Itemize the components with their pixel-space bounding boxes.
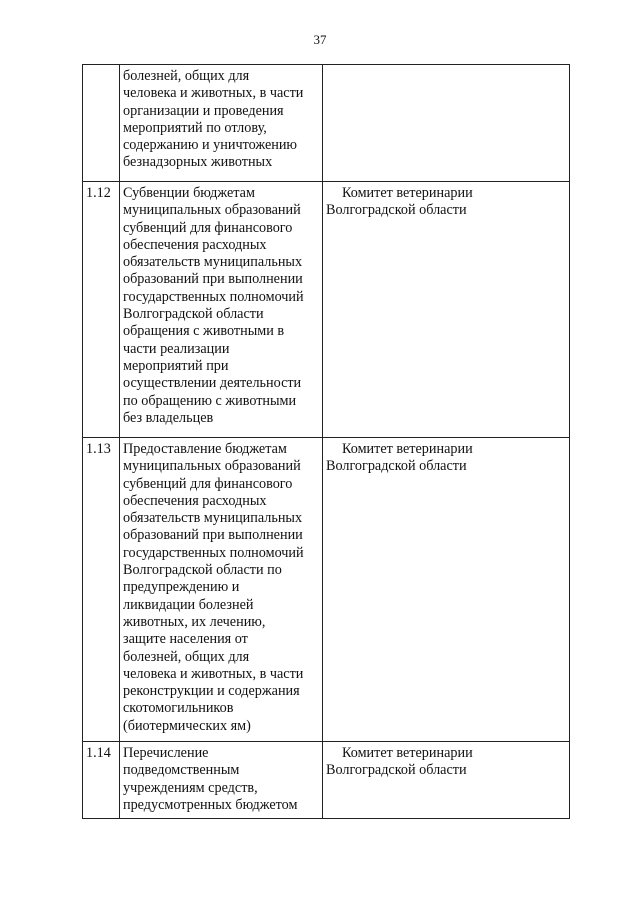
description-line: животных, их лечению,: [123, 613, 266, 630]
page-number: 37: [313, 32, 327, 47]
description-line: обеспечения расходных: [123, 236, 267, 253]
row-number: [83, 65, 120, 182]
description-line: субвенций для финансового: [123, 219, 293, 236]
description-line: реконструкции и содержания: [123, 683, 300, 700]
responsible-line: Комитет ветеринарии: [342, 745, 473, 761]
description-line: человека и животных, в части: [123, 665, 304, 682]
description-line: образований при выполнении: [123, 527, 303, 544]
responsible-executor: [323, 742, 570, 819]
description-line: Перечисление: [123, 745, 209, 761]
description-line: государственных полномочий: [123, 288, 304, 305]
description-line: без владельцев: [123, 409, 214, 426]
description-line: болезней, общих для: [123, 648, 250, 665]
description-line: государственных полномочий: [123, 544, 304, 561]
description-line: мероприятий при: [123, 357, 229, 374]
row-number: 1.12: [83, 182, 120, 438]
description-line: муниципальных образований: [123, 458, 301, 475]
description-line: обеспечения расходных: [123, 492, 267, 509]
responsible-line: Волгоградской области: [326, 762, 467, 779]
description-line: (биотермических ям): [123, 717, 251, 734]
description-line: болезней, общих для: [123, 68, 250, 84]
description-line: подведомственным: [123, 762, 240, 779]
measure-description: [120, 438, 323, 742]
responsible-line: Комитет ветеринарии: [342, 441, 473, 457]
description-line: человека и животных, в части: [123, 85, 304, 102]
description-line: Волгоградской области по: [123, 562, 282, 579]
responsible-executor: [323, 65, 570, 182]
description-line: предупреждению и: [123, 579, 240, 596]
row-number: 1.13: [83, 438, 120, 742]
description-line: обязательств муниципальных: [123, 254, 303, 271]
table-row: [83, 742, 570, 819]
responsible-line: Волгоградской области: [326, 202, 467, 219]
description-line: ликвидации болезней: [123, 596, 254, 613]
description-line: скотомогильников: [123, 700, 234, 717]
description-line: Предоставление бюджетам: [123, 441, 287, 457]
description-line: предусмотренных бюджетом: [123, 796, 298, 813]
measure-description: [120, 65, 323, 182]
description-line: обязательств муниципальных: [123, 510, 303, 527]
table-row: [83, 65, 570, 182]
description-line: обращения с животными в: [123, 323, 285, 340]
description-line: муниципальных образований: [123, 202, 301, 219]
measures-table: [82, 64, 570, 819]
description-line: Субвенции бюджетам: [123, 185, 255, 201]
description-line: по обращению с животными: [123, 392, 297, 409]
row-number: 1.14: [83, 742, 120, 819]
description-line: субвенций для финансового: [123, 475, 293, 492]
description-line: мероприятий по отлову,: [123, 119, 267, 136]
measure-description: [120, 742, 323, 819]
description-line: учреждениям средств,: [123, 779, 258, 796]
description-line: содержанию и уничтожению: [123, 137, 298, 154]
description-line: защите населения от: [123, 631, 248, 648]
table-row: [83, 438, 570, 742]
responsible-executor: [323, 182, 570, 438]
description-line: осуществлении деятельности: [123, 375, 302, 392]
description-line: безнадзорных животных: [123, 154, 273, 171]
responsible-line: Комитет ветеринарии: [342, 185, 473, 201]
table-row: [83, 182, 570, 438]
description-line: образований при выполнении: [123, 271, 303, 288]
measure-description: [120, 182, 323, 438]
description-line: Волгоградской области: [123, 306, 264, 323]
description-line: части реализации: [123, 340, 230, 357]
responsible-executor: [323, 438, 570, 742]
responsible-line: Волгоградской области: [326, 458, 467, 475]
description-line: организации и проведения: [123, 102, 284, 119]
